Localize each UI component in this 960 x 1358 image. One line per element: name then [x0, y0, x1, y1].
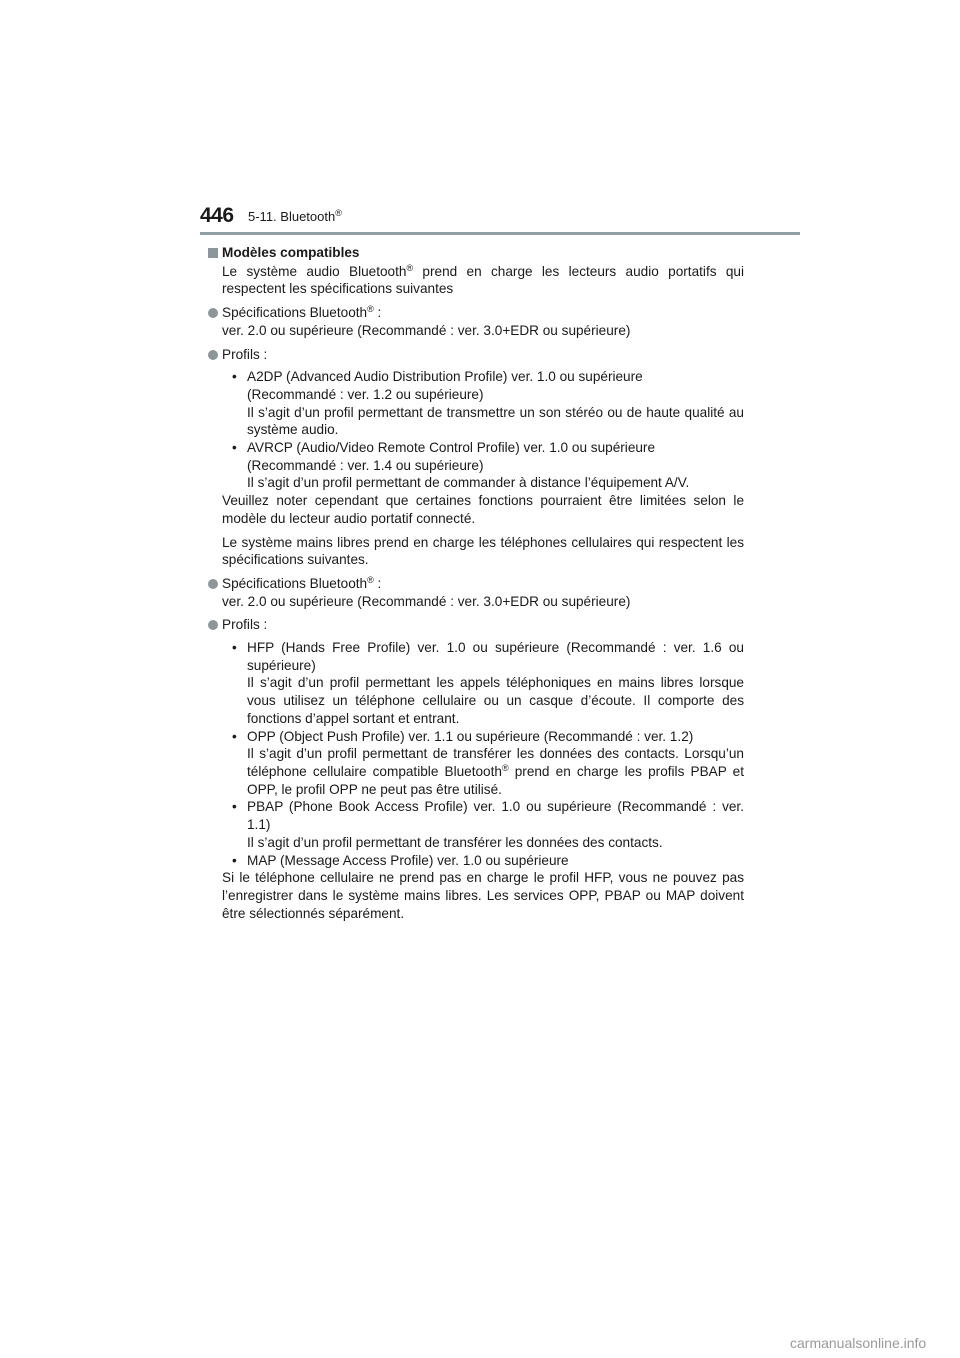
closing-paragraph: Si le téléphone cellulaire ne prend pas en charge le profil HFP, vous ne pouvez pas l’enregistrer dans le système mains libres. Les services OPP, PBAP ou MAP doivent être sélectionnés séparément. — [222, 870, 744, 921]
page-number: 446 — [200, 204, 234, 227]
chapter-title: 5-11. Bluetooth® — [248, 208, 342, 224]
square-bullet-icon — [208, 248, 218, 258]
list-item: • HFP (Hands Free Profile) ver. 1.0 ou supérieure (Recommandé : ver. 1.6 ou supérieure) Il s’agit d’un profil permettant les appels téléphoniques en mains libres lorsque vous utilisez un téléphone cellulaire ou un casque d’écoute. Il comporte des fonctions d’appel sortant et entrant. — [232, 640, 744, 726]
circle-bullet-icon — [208, 308, 218, 318]
list-item: • PBAP (Phone Book Access Profile) ver. 1.0 ou supérieure (Recommandé : ver. 1.1) Il s’agit d’un profil permettant de transférer les données des contacts. — [232, 799, 744, 850]
spec-bullet-1: Spécifications Bluetooth® : ver. 2.0 ou supérieure (Recommandé : ver. 3.0+EDR ou supérieure) — [222, 304, 744, 339]
circle-bullet-icon — [208, 350, 218, 360]
profiles-bullet-1: Profils : • A2DP (Advanced Audio Distribution Profile) ver. 1.0 ou supérieure (Recommandé : ver. 1.2 ou supérieure) Il s’agit d’un profil permettant de transmettre un son stéréo ou de haute qualité au système audio. • AVRCP (Audio/Video Remote Control Profile) ver. 1.0 ou supérieure (Recommandé : ver. 1.4 ou supérieure) Il s’agit d’un profil permettant de commander à distance l’équipement A/V. — [222, 346, 744, 493]
circle-bullet-icon — [208, 620, 218, 630]
profiles-list-2 — [222, 639, 744, 869]
profiles-bullet-2: Profils : • HFP (Hands Free Profile) ver. 1.0 ou supérieure (Recommandé : ver. 1.6 ou supérieure) Il s’agit d’un profil permettant les appels téléphoniques en mains libres lorsque vous utilisez un téléphone cellulaire ou un casque d’écoute. Il comporte des fonctions d’appel sortant et entrant. • OPP (Object Push Profile) ver. 1.1 ou supérieure (Recommandé : ver. 1.2) Il s’agit d’un profil permettant de transférer les données des contacts. Lorsqu’un téléphone cellulaire compatible Bluetooth® prend en charge les profils PBAP et OPP, le profil OPP ne peut pas être utilisé. • PBAP (Phone Book Access Profile) ver. 1.0 ou supérieure (Recommandé : ver. 1.1) Il s’agit d’un profil permettant de transférer les données des contacts. • MAP (Message Access Profile) ver. 1.0 ou supérieure — [222, 616, 744, 869]
list-item: • OPP (Object Push Profile) ver. 1.1 ou supérieure (Recommandé : ver. 1.2) Il s’agit d’un profil permettant de transférer les données des contacts. Lorsqu’un téléphone cellulaire compatible Bluetooth® prend en charge les profils PBAP et OPP, le profil OPP ne peut pas être utilisé. — [232, 728, 744, 797]
handsfree-paragraph: Le système mains libres prend en charge les téléphones cellulaires qui respectent les spécifications suivantes. — [222, 534, 744, 568]
list-item: • MAP (Message Access Profile) ver. 1.0 ou supérieure — [232, 852, 569, 868]
header-rule — [200, 232, 800, 235]
circle-bullet-icon — [208, 579, 218, 589]
note-paragraph: Veuillez noter cependant que certaines fonctions pourraient être limitées selon le modèle du lecteur audio portatif connecté. — [222, 493, 744, 526]
watermark: carmanualsonline.info — [790, 1335, 927, 1351]
list-item: • AVRCP (Audio/Video Remote Control Profile) ver. 1.0 ou supérieure (Recommandé : ver. 1.4 ou supérieure) Il s’agit d’un profil permettant de commander à distance l’équipement A/V. — [232, 440, 690, 491]
section-title: Modèles compatibles — [222, 244, 744, 262]
intro-paragraph: Le système audio Bluetooth® prend en charge les lecteurs audio portatifs qui respectent les spécifications suivantes — [222, 262, 744, 297]
spec-bullet-2: Spécifications Bluetooth® : ver. 2.0 ou supérieure (Recommandé : ver. 3.0+EDR ou supérieure) — [222, 575, 744, 610]
main-content — [222, 244, 744, 922]
page-header — [200, 204, 800, 234]
profiles-list-1 — [222, 368, 744, 492]
list-item: • A2DP (Advanced Audio Distribution Profile) ver. 1.0 ou supérieure (Recommandé : ver. 1.2 ou supérieure) Il s’agit d’un profil permettant de transmettre un son stéréo ou de haute qualité au système audio. — [232, 369, 744, 438]
